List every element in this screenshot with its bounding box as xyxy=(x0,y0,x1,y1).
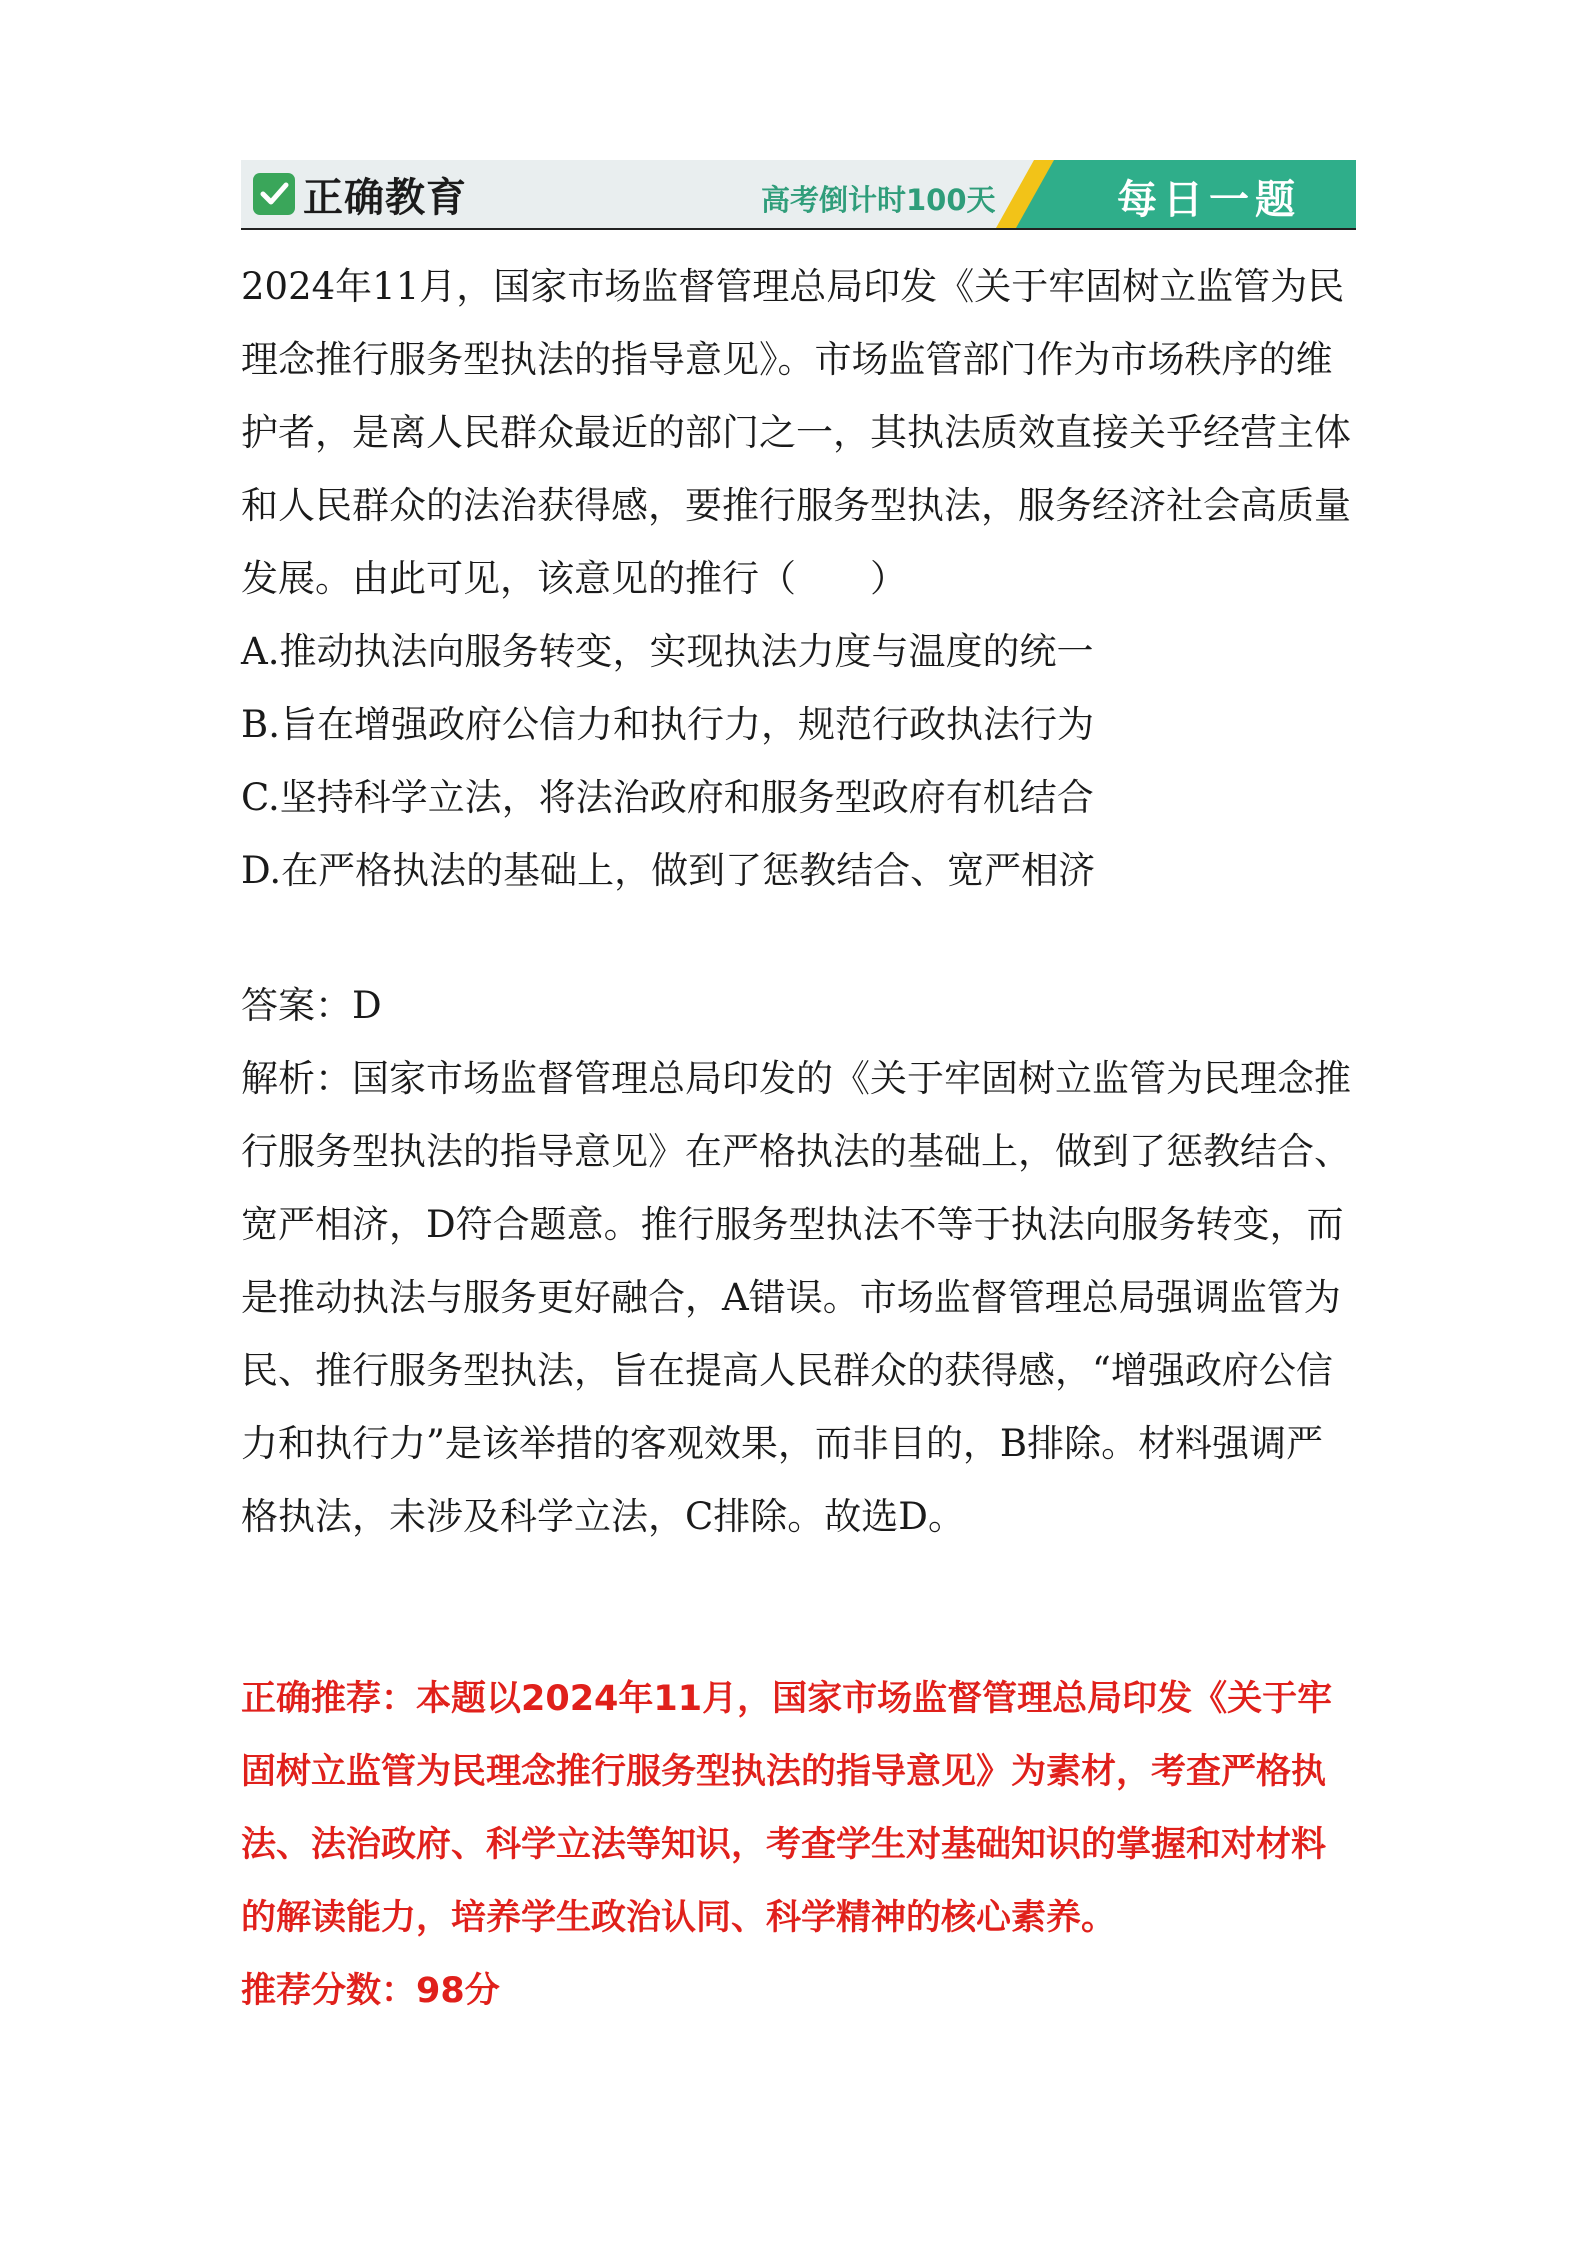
option-d: D.在严格执法的基础上，做到了惩教结合、宽严相济 xyxy=(241,849,1096,892)
check-icon xyxy=(253,173,295,215)
answer: 答案：D xyxy=(241,984,382,1027)
daily-question-label: 每日一题 xyxy=(1117,177,1301,223)
analysis: 解析：国家市场监督管理总局印发的《关于牢固树立监管为民理念推行服务型执法的指导意见》在严格执法的基础上，做到了惩教结合、宽严相济，D符合题意。推行服务型执法不等于执法向服务转变，而是推动执法与服务更好融合，A错误。市场监督管理总局强调监管为民、推行服务型执法，旨在提高人民群众的获得感，“增强政府公信力和执行力”是该举措的客观效果，而非目的，B排除。材料强调严格执法，未涉及科学立法，C排除。故选D。 xyxy=(241,1057,1351,1538)
option-b: B.旨在增强政府公信力和执行力，规范行政执法行为 xyxy=(241,703,1094,746)
recommend-score: 推荐分数：98分 xyxy=(241,1971,500,2011)
header-banner xyxy=(241,160,1356,230)
question-stem: 2024年11月，国家市场监督管理总局印发《关于牢固树立监管为民理念推行服务型执法的指导意见》。市场监管部门作为市场秩序的维护者，是离人民群众最近的部门之一，其执法质效直接关乎经营主体和人民群众的法治获得感，要推行服务型执法，服务经济社会高质量发展。由此可见，该意见的推行（ ） xyxy=(241,265,1351,600)
option-a: A.推动执法向服务转变，实现执法力度与温度的统一 xyxy=(241,630,1094,673)
question-content xyxy=(241,250,1356,2028)
brand-name: 正确教育 xyxy=(303,174,467,221)
recommendation: 正确推荐：本题以2024年11月，国家市场监督管理总局印发《关于牢固树立监管为民理念推行服务型执法的指导意见》为素材，考查严格执法、法治政府、科学立法等知识，考查学生对基础知识的掌握和对材料的解读能力，培养学生政治认同、科学精神的核心素养。 xyxy=(241,1679,1333,1938)
option-c: C.坚持科学立法，将法治政府和服务型政府有机结合 xyxy=(241,776,1094,819)
countdown-text: 高考倒计时100天 xyxy=(761,183,996,217)
logo xyxy=(253,168,467,220)
